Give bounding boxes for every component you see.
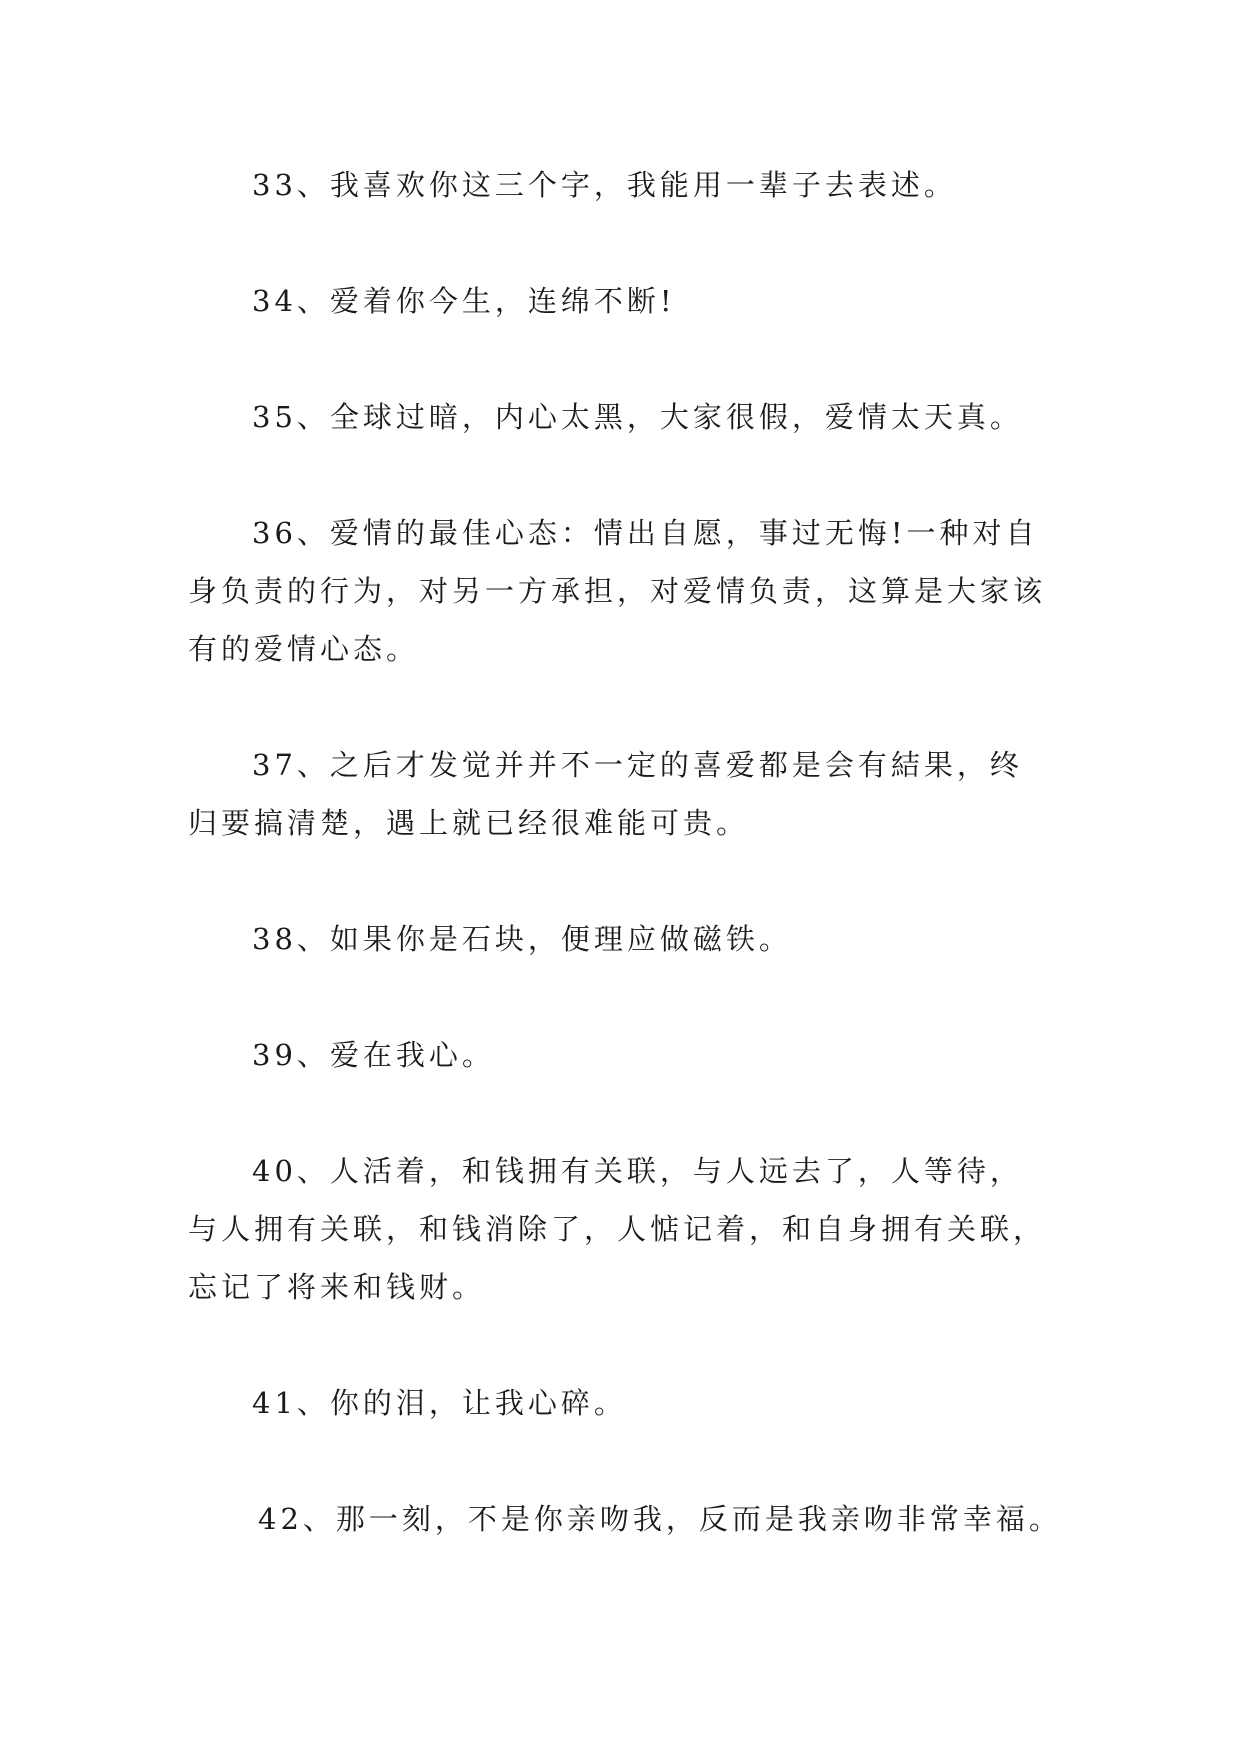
paragraph-39: 39、爱在我心。 (252, 1038, 495, 1072)
paragraph-42: 42、那一刻，不是你亲吻我，反而是我亲吻非常幸福。 (258, 1502, 1062, 1536)
paragraph-37: 37、之后才发觉并并不一定的喜爱都是会有結果，终归要搞清楚，遇上就已经很难能可贵。 (188, 748, 1023, 840)
paragraph-40: 40、人活着，和钱拥有关联，与人远去了，人等待，与人拥有关联，和钱消除了，人惦记着，和自身拥有关联，忘记了将来和钱财。 (188, 1154, 1047, 1304)
paragraph-33: 33、我喜欢你这三个字，我能用一辈子去表述。 (252, 168, 957, 202)
paragraph-38: 38、如果你是石块，便理应做磁铁。 (252, 922, 792, 956)
paragraph-34: 34、爱着你今生，连绵不断! (252, 284, 676, 318)
paragraph-36: 36、爱情的最佳心态：情出自愿，事过无悔!一种对自身负责的行为，对另一方承担，对爱情负责，这算是大家该有的爱情心态。 (188, 516, 1047, 666)
paragraph-35: 35、全球过暗，内心太黑，大家很假，爱情太天真。 (252, 400, 1023, 434)
paragraph-41: 41、你的泪，让我心碎。 (252, 1386, 627, 1420)
